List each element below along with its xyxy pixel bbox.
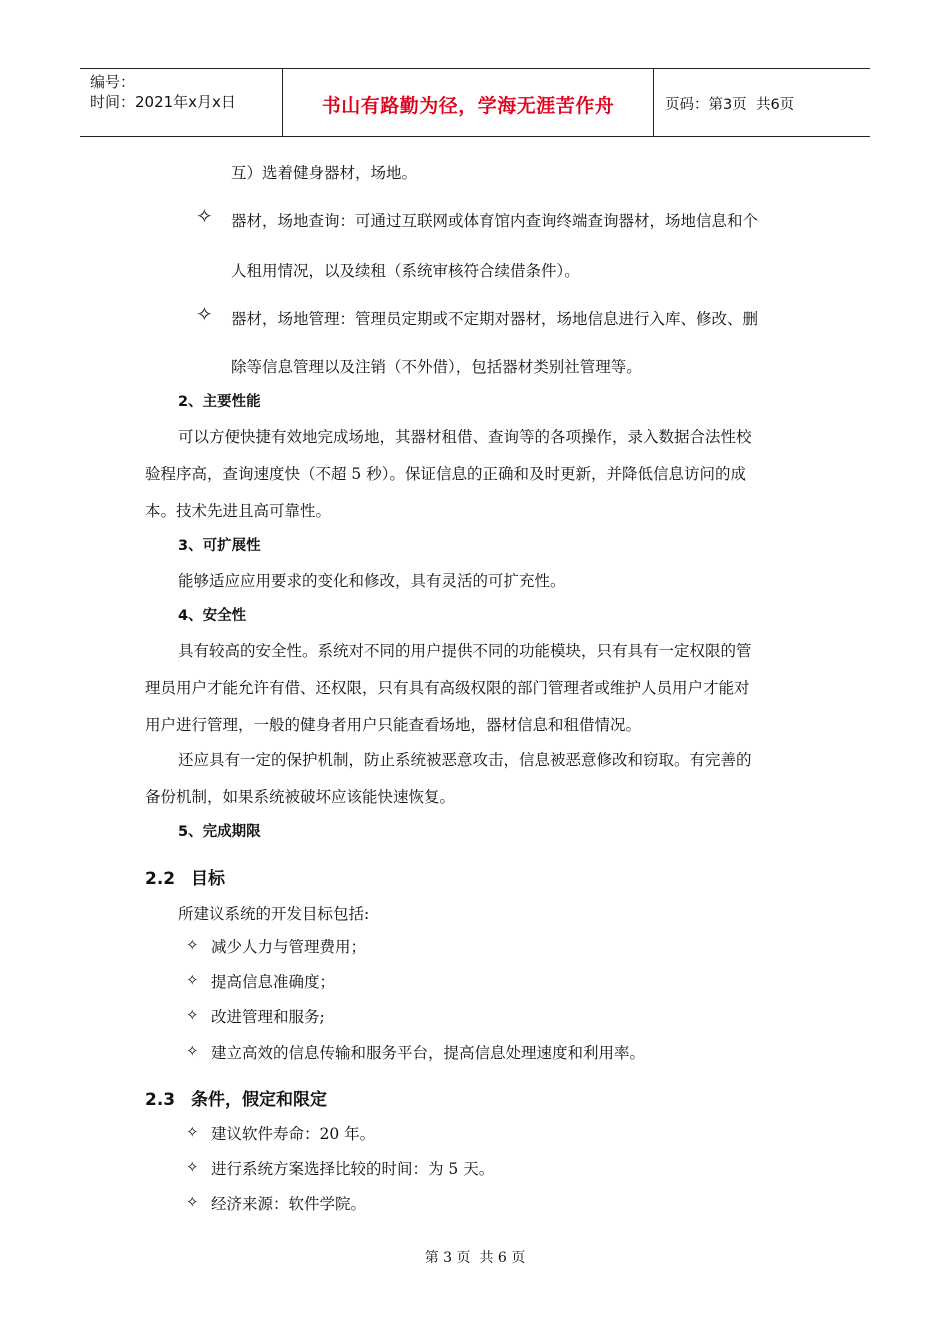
header-code-label: 编号： [90, 73, 136, 91]
goal-item: 提高信息准确度； [211, 973, 336, 991]
condition-item: 进行系统方案选择比较的时间：为 5 天。 [211, 1160, 495, 1178]
page-header [80, 68, 870, 137]
bullet-star-icon: ✧ [186, 1042, 199, 1060]
goal-item: 减少人力与管理费用； [211, 938, 367, 956]
header-meta [90, 72, 236, 112]
condition-item: 建议软件寿命：20 年。 [211, 1125, 376, 1143]
header-time-label: 时间：2021年x月x日 [90, 93, 236, 111]
header-motto: 书山有路勤为径，学海无涯苦作舟 [321, 95, 615, 117]
goal-item: 建立高效的信息传输和服务平台，提高信息处理速度和利用率。 [211, 1044, 646, 1062]
paragraph-line: 备份机制，如果系统被破坏应该能快速恢复。 [145, 788, 456, 806]
bullet-star-icon: ✧ [186, 936, 199, 954]
paragraph-line: 理员用户才能允许有借、还权限，只有具有高级权限的部门管理者或维护人员用户才能对 [145, 679, 750, 697]
bullet-manage-line1: 器材，场地管理：管理员定期或不定期对器材，场地信息进行入库、修改、删 [231, 310, 759, 328]
header-page-info: 页码：第3页 共6页 [665, 97, 795, 113]
goal-item: 改进管理和服务; [211, 1008, 325, 1026]
paragraph-line: 可以方便快捷有效地完成场地，其器材租借、查询等的各项操作，录入数据合法性校 [178, 428, 752, 446]
heading-number: 2.2 [145, 869, 176, 889]
heading-number: 2.3 [145, 1090, 176, 1110]
bullet-star-icon: ✧ [186, 971, 199, 989]
section-title-security: 4、安全性 [178, 608, 247, 624]
bullet-star-icon: ✧ [196, 302, 213, 326]
bullet-star-icon: ✧ [186, 1193, 199, 1211]
paragraph-line: 能够适应应用要求的变化和修改，具有灵活的可扩充性。 [178, 572, 566, 590]
bullet-manage-line2: 除等信息管理以及注销（不外借），包括器材类别社管理等。 [231, 358, 642, 376]
heading-text: 目标 [191, 869, 225, 889]
bullet-star-icon: ✧ [186, 1158, 199, 1176]
heading-2-3 [145, 1085, 327, 1110]
bullet-star-icon: ✧ [186, 1123, 199, 1141]
paragraph-line: 验程序高，查询速度快（不超 5 秒）。保证信息的正确和及时更新，并降低信息访问的成 [145, 465, 746, 483]
section-title-deadline: 5、完成期限 [178, 824, 261, 840]
bullet-star-icon: ✧ [196, 204, 213, 228]
page-footer: 第 3 页 共 6 页 [424, 1250, 526, 1266]
section-title-extensibility: 3、可扩展性 [178, 538, 261, 554]
condition-item: 经济来源：软件学院。 [211, 1195, 367, 1213]
bullet-star-icon: ✧ [186, 1006, 199, 1024]
header-divider [653, 69, 654, 136]
goals-intro: 所建议系统的开发目标包括: [178, 905, 370, 923]
continued-line: 互）选着健身器材，场地。 [231, 164, 418, 182]
paragraph-line: 用户进行管理，一般的健身者用户只能查看场地，器材信息和租借情况。 [145, 716, 642, 734]
bullet-query-line2: 人租用情况，以及续租（系统审核符合续借条件）。 [231, 262, 580, 280]
heading-2-2 [145, 864, 225, 889]
paragraph-line: 本。技术先进且高可靠性。 [145, 502, 332, 520]
paragraph-line: 还应具有一定的保护机制，防止系统被恶意攻击，信息被恶意修改和窃取。有完善的 [178, 751, 752, 769]
heading-text: 条件，假定和限定 [191, 1090, 327, 1110]
section-title-performance: 2、主要性能 [178, 394, 261, 410]
paragraph-line: 具有较高的安全性。系统对不同的用户提供不同的功能模块，只有具有一定权限的管 [178, 642, 752, 660]
bullet-query-line1: 器材，场地查询：可通过互联网或体育馆内查询终端查询器材，场地信息和个 [231, 212, 759, 230]
